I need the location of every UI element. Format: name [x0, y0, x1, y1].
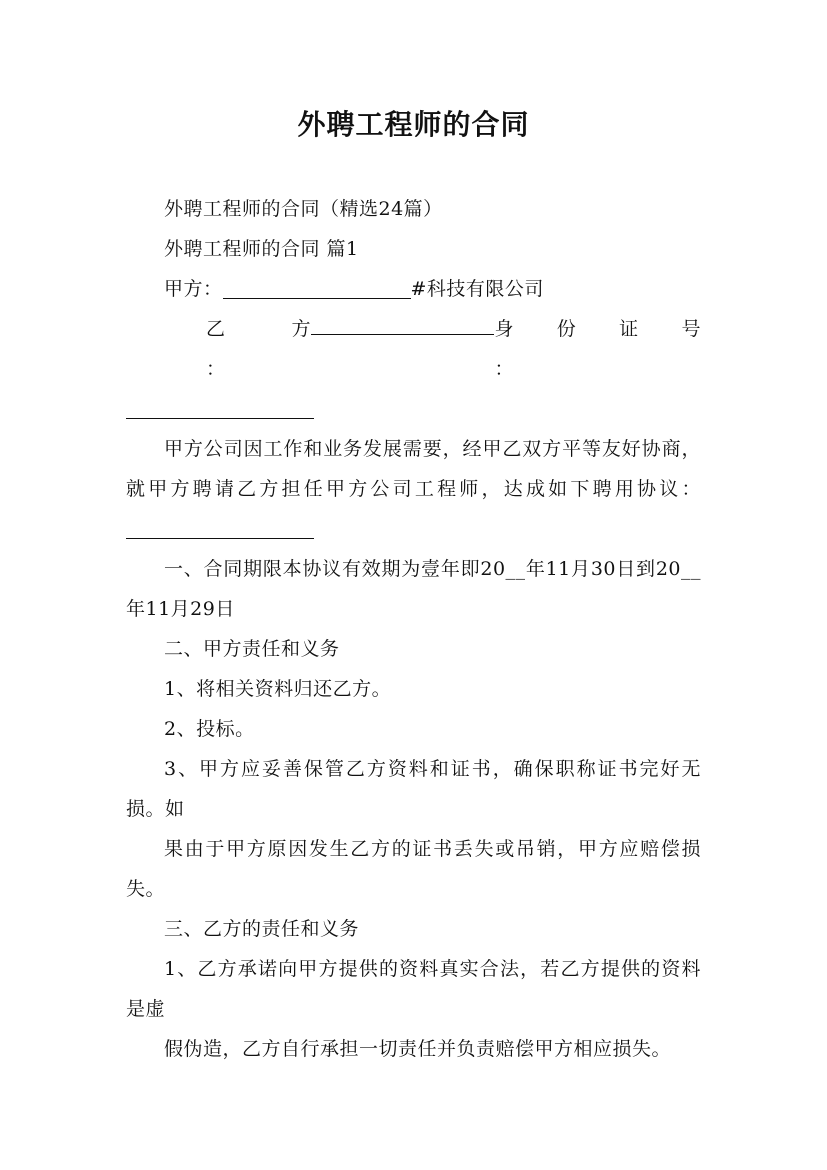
id-blank: [126, 396, 314, 419]
party-b-line: [126, 309, 701, 389]
party-b-label: 乙 方 ：: [206, 318, 311, 380]
party-a-line: [126, 269, 701, 309]
intro-paragraph: [126, 429, 701, 549]
intro-text: 甲方公司因工作和业务发展需要，经甲乙双方平等友好协商，就甲方聘请乙方担任甲方公司工程师，达成如下聘用协议：: [126, 438, 701, 500]
clause-2-item-2: 2、投标。: [164, 718, 255, 740]
id-line: [126, 389, 701, 429]
clause-1: 一、合同期限本协议有效期为壹年即20__年11月30日到20__年11月29日: [126, 558, 701, 620]
clause-2-heading: 二、甲方责任和义务: [164, 638, 340, 660]
document-title: 外聘工程师的合同: [297, 108, 530, 141]
intro-blank: [126, 516, 314, 539]
clause-3-item-1-cont: 假伪造，乙方自行承担一切责任并负责赔偿甲方相应损失。: [164, 1038, 672, 1060]
party-b-blank: [311, 312, 494, 335]
subtitle: 外聘工程师的合同（精选24篇）: [164, 198, 443, 220]
party-a-label: 甲方：: [164, 278, 223, 300]
id-label: 身 份 证 号 ：: [494, 318, 701, 380]
section-heading: 外聘工程师的合同 篇1: [164, 238, 359, 260]
clause-2-item-3-cont: 果由于甲方原因发生乙方的证书丢失或吊销，甲方应赔偿损失。: [126, 838, 701, 900]
clause-3-heading: 三、乙方的责任和义务: [164, 918, 360, 940]
clause-3-item-1: 1、乙方承诺向甲方提供的资料真实合法，若乙方提供的资料是虚: [126, 958, 701, 1020]
clause-2-item-1: 1、将相关资料归还乙方。: [164, 678, 392, 700]
document-body: [126, 189, 701, 1069]
party-a-company: #科技有限公司: [410, 278, 544, 300]
clause-2-item-3: 3、甲方应妥善保管乙方资料和证书，确保职称证书完好无损。如: [126, 758, 701, 820]
party-a-blank: [223, 276, 411, 299]
